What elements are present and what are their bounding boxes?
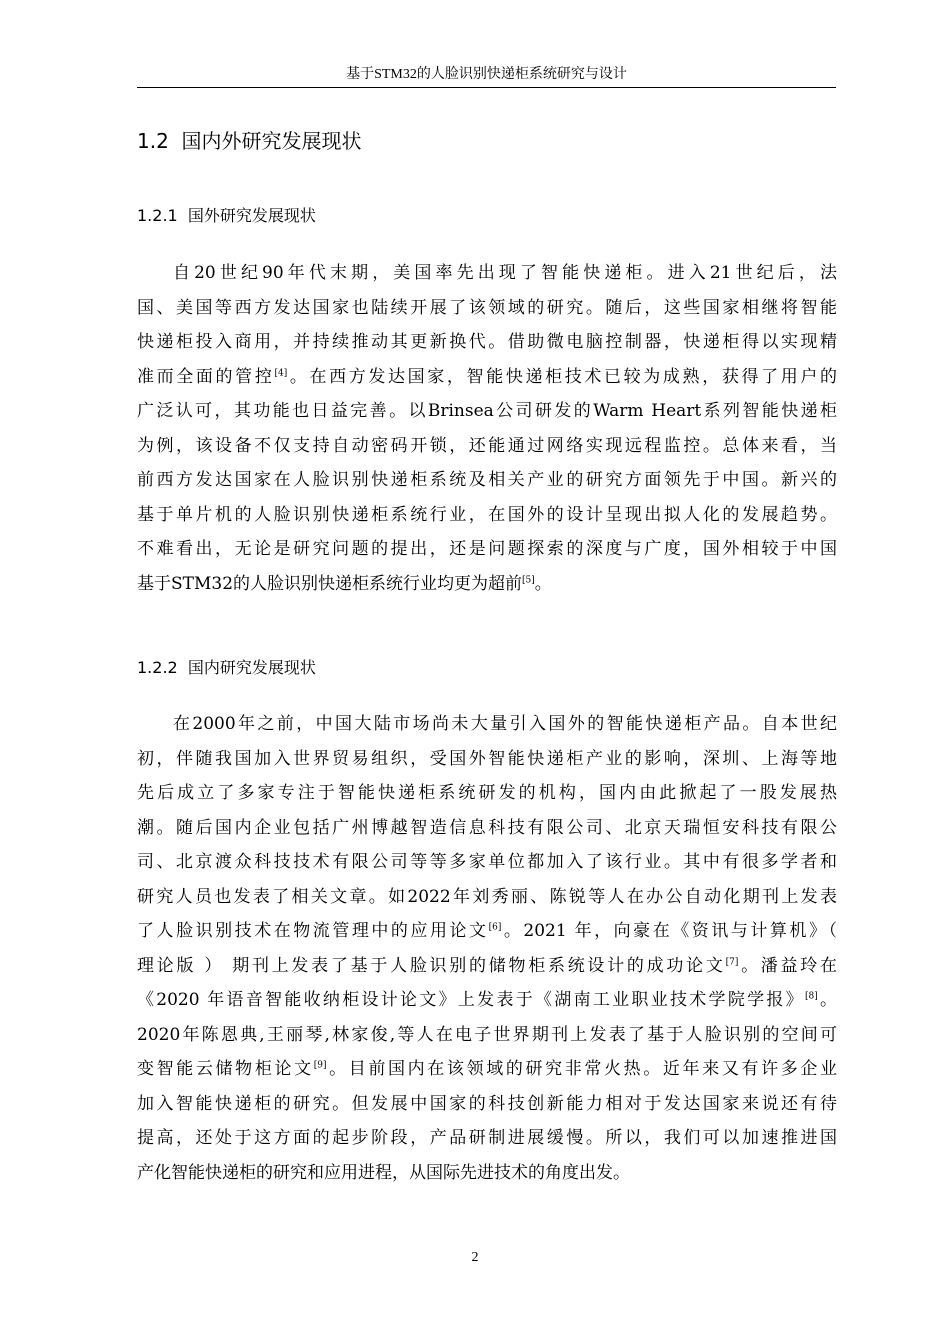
running-header: 基于STM32的人脸识别快递柜系统研究与设计	[346, 67, 627, 82]
text-line: 前西方发达国家在人脸识别快递柜系统及相关产业的研究方面领先于中国。新兴的	[137, 470, 837, 490]
section-title: 国内外研究发展现状	[181, 129, 362, 153]
text-line	[137, 567, 837, 602]
subsection-title: 国内研究发展现状	[187, 658, 316, 677]
text-run: 。	[817, 990, 838, 1010]
text-line: 快递柜投入商用，并持续推动其更新换代。借助微电脑控制器，快递柜得以实现精	[137, 332, 837, 352]
text-line	[137, 914, 837, 949]
citation-ref: [7]	[725, 957, 739, 968]
citation-ref: [9]	[313, 1060, 327, 1071]
citation-ref: [4]	[274, 368, 288, 379]
text-run: 变智能云储物柜论文	[137, 1059, 314, 1079]
text-line: 潮。随后国内企业包括广州博越智造信息科技有限公司、北京天瑞恒安科技有限公	[137, 817, 837, 838]
text-line: 司、北京渡众科技技术有限公司等等多家单位都加入了该行业。其中有很多学者和	[137, 852, 837, 872]
text-run: 。	[534, 573, 552, 594]
subsection-number: 1.2.1	[137, 206, 178, 225]
paragraph-domestic-research	[137, 707, 837, 1190]
citation-ref: [6]	[488, 922, 502, 933]
text-line: 自20世纪90年代末期，美国率先出现了智能快递柜。进入21世纪后，法	[173, 263, 837, 283]
text-line: 产化智能快递柜的研究和应用进程，从国际先进技术的角度出发。	[137, 1162, 630, 1183]
paragraph-foreign-research	[137, 256, 837, 601]
section-heading	[137, 127, 362, 155]
text-run: 《2020 年语音智能收纳柜设计论文》上发表于《湖南工业职业技术学院学报》	[137, 990, 805, 1010]
header-rule	[137, 87, 836, 88]
text-line: 不难看出，无论是研究问题的提出，还是问题探索的深度与广度，国外相较于中国	[137, 539, 837, 559]
citation-ref: [5]	[522, 575, 535, 586]
text-line: 初，伴随我国加入世界贸易组织，受国外智能快递柜产业的影响，深圳、上海等地	[137, 748, 837, 769]
text-line: 2020年陈恩典,王丽琴,林家俊,等人在电子世界期刊上发表了基于人脸识别的空间可	[137, 1024, 837, 1045]
text-run: 。目前国内在该领域的研究非常火热。近年来又有许多企业	[326, 1059, 838, 1079]
page-number: 2	[471, 1250, 479, 1265]
text-run: 。2021 年，向豪在《资讯与计算机》（	[501, 921, 838, 941]
text-line	[137, 360, 837, 395]
text-run: 。在西方发达国家，智能快递柜技术已较为成熟，获得了用户的	[287, 366, 838, 387]
text-line: 加入智能快递柜的研究。但发展中国家的科技创新能力相对于发达国家来说还有待	[137, 1093, 837, 1114]
text-line	[137, 1052, 837, 1087]
text-line: 先后成立了多家专注于智能快递柜系统研发的机构，国内由此掀起了一股发展热	[137, 783, 837, 803]
text-run: 。潘益玲在	[738, 955, 837, 976]
subsection-heading-2	[137, 657, 316, 679]
text-line	[137, 983, 837, 1018]
text-line: 广泛认可，其功能也日益完善。以Brinsea公司研发的Warm Heart系列智能快递柜	[137, 401, 837, 421]
text-run: 理论版 ） 期刊上发表了基于人脸识别的储物柜系统设计的成功论文	[137, 955, 726, 976]
text-run: 基于STM32的人脸识别快递柜系统行业均更为超前	[137, 573, 523, 594]
text-line: 基于单片机的人脸识别快递柜系统行业，在国外的设计呈现出拟人化的发展趋势。	[137, 504, 837, 525]
text-line: 为例，该设备不仅支持自动密码开锁，还能通过网络实现远程监控。总体来看，当	[137, 435, 837, 456]
text-line: 研究人员也发表了相关文章。如2022年刘秀丽、陈锐等人在办公自动化期刊上发表	[137, 886, 837, 907]
text-run: 准而全面的管控	[137, 366, 275, 387]
text-line: 在2000年之前，中国大陆市场尚未大量引入国外的智能快递柜产品。自本世纪	[173, 714, 837, 734]
citation-ref: [8]	[804, 991, 818, 1002]
text-line	[137, 949, 837, 984]
subsection-heading-1	[137, 205, 316, 227]
subsection-title: 国外研究发展现状	[187, 206, 316, 225]
section-number: 1.2	[137, 129, 169, 153]
text-run: 了人脸识别技术在物流管理中的应用论文	[137, 921, 489, 941]
text-line: 国、美国等西方发达国家也陆续开展了该领域的研究。随后，这些国家相继将智能	[137, 297, 837, 318]
subsection-number: 1.2.2	[137, 658, 178, 677]
text-line: 提高，还处于这方面的起步阶段，产品研制进展缓慢。所以，我们可以加速推进国	[137, 1128, 837, 1148]
